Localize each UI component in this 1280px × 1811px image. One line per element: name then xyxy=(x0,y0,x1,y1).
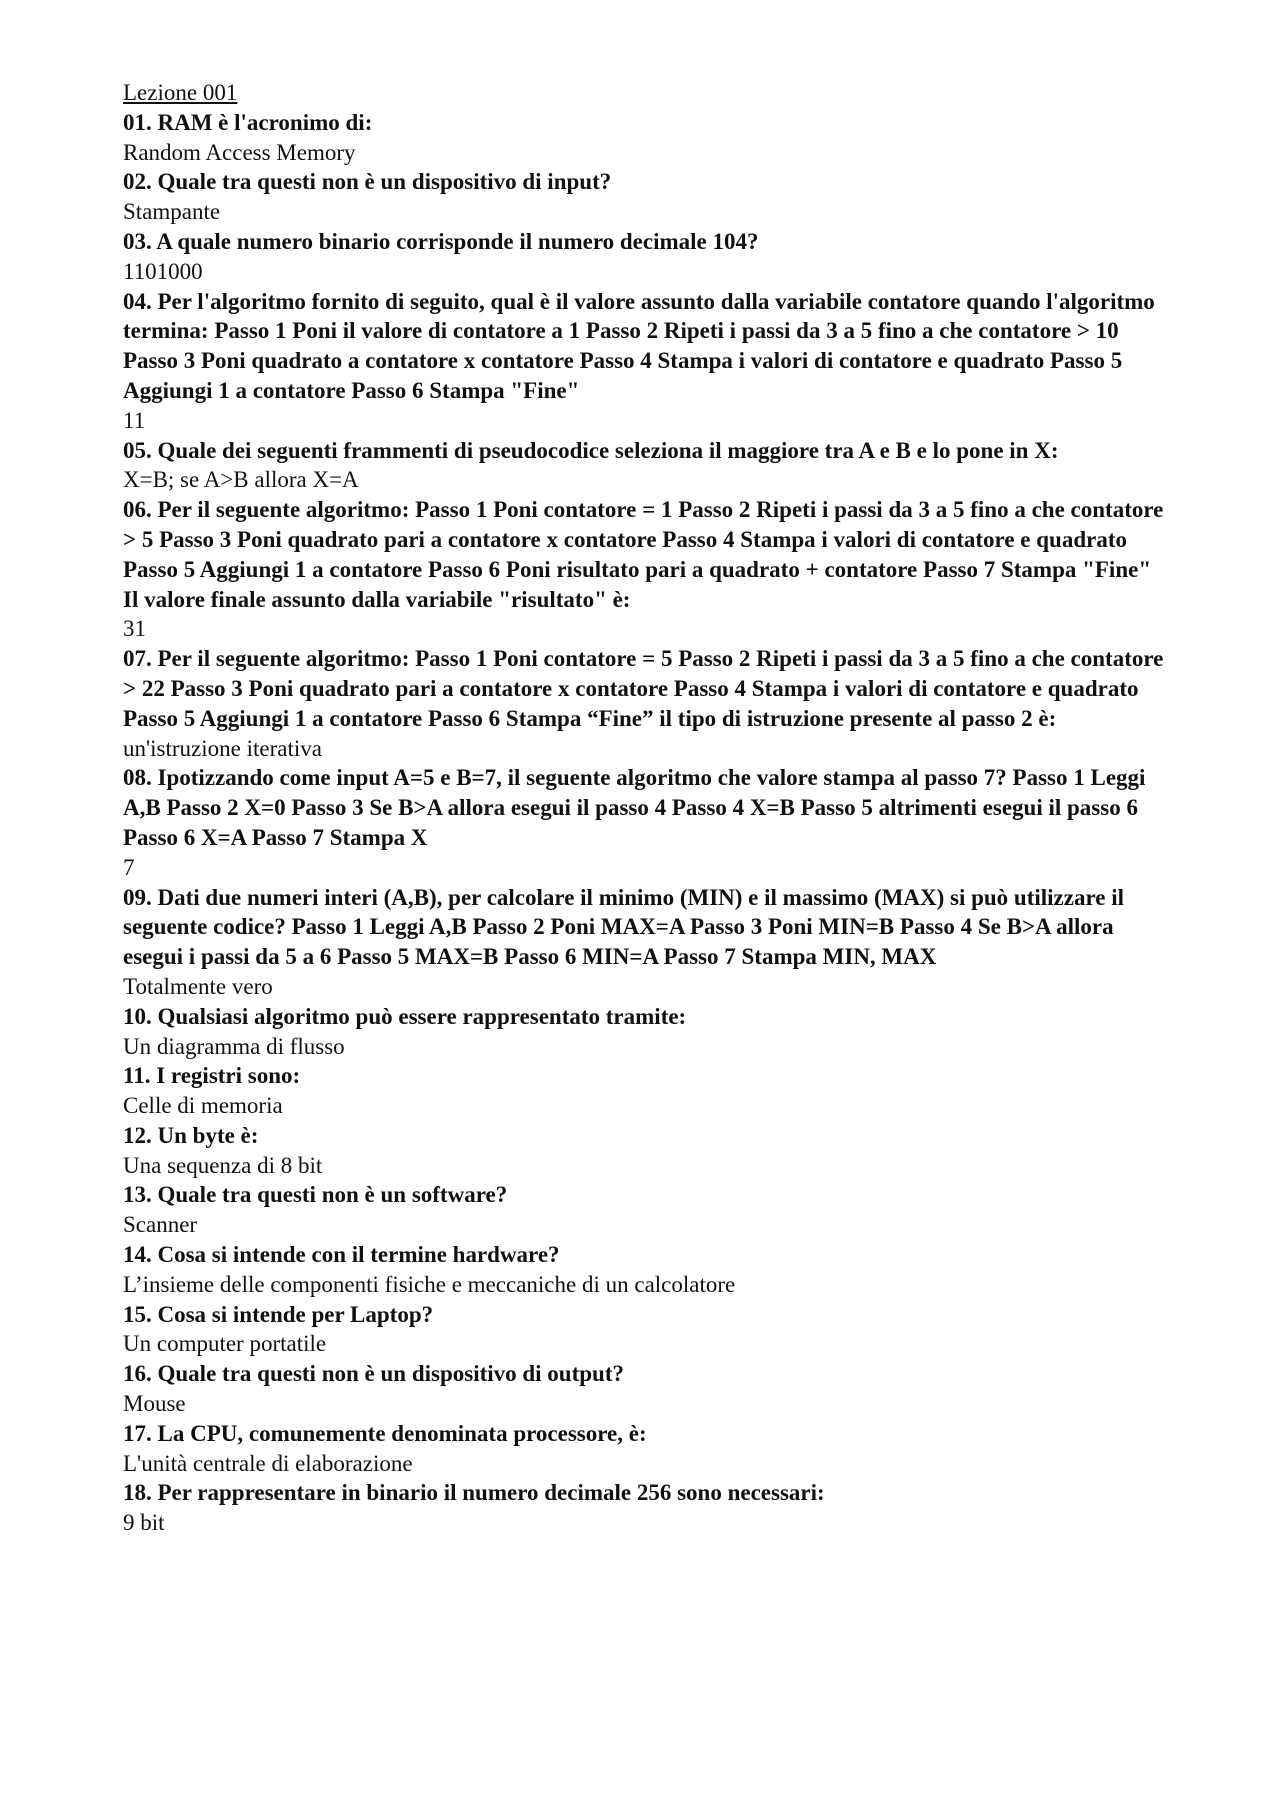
answer-text: Una sequenza di 8 bit xyxy=(123,1152,323,1178)
lesson-title: Lezione 001 xyxy=(123,80,238,105)
answer-text: Un computer portatile xyxy=(123,1331,327,1357)
qa-item xyxy=(123,436,1173,496)
qa-item xyxy=(123,883,1173,1002)
qa-item xyxy=(123,287,1173,436)
qa-item xyxy=(123,1300,1173,1360)
answer-text: Un diagramma di flusso xyxy=(123,1033,345,1059)
qa-item xyxy=(123,1240,1173,1300)
qa-item xyxy=(123,1002,1173,1062)
question-text: 07. Per il seguente algoritmo: Passo 1 Poni contatore = 5 Passo 2 Ripeti i passi da 3 a 5 fino a che contatore > 22 Passo 3 Poni quadrato pari a contatore x contatore Passo 4 Stampa i valori di contatore e quadrato xyxy=(123,646,1164,701)
question-text: 02. Quale tra questi non è un dispositivo di input? xyxy=(123,169,612,195)
question-text: 10. Qualsiasi algoritmo può essere rappresentato tramite: xyxy=(123,1003,687,1029)
qa-item xyxy=(123,167,1173,227)
question-text: 15. Cosa si intende per Laptop? xyxy=(123,1301,434,1327)
answer-text: X=B; se A>B allora X=A xyxy=(123,467,359,493)
answer-text: Scanner xyxy=(123,1212,198,1238)
qa-item xyxy=(123,1419,1173,1479)
answer-text: 11 xyxy=(123,407,146,433)
answer-text: 31 xyxy=(123,616,146,642)
qa-item xyxy=(123,763,1173,882)
answer-text: L'unità centrale di elaborazione xyxy=(123,1450,413,1476)
answer-text: 1101000 xyxy=(123,258,203,284)
qa-item xyxy=(123,495,1173,644)
question-text: 12. Un byte è: xyxy=(123,1122,259,1148)
question-subtext: Passo 5 Aggiungi 1 a contatore Passo 6 Stampa “Fine” il tipo di istruzione presente al passo 2 è: xyxy=(123,705,1057,731)
question-text: 14. Cosa si intende con il termine hardware? xyxy=(123,1242,560,1268)
answer-text: 7 xyxy=(123,854,135,880)
question-text: 09. Dati due numeri interi (A,B), per calcolare il minimo (MIN) e il massimo (MAX) si può utilizzare il seguente codice? Passo 1 Leggi A,B Passo 2 Poni MAX=A Passo 3 Poni MIN=B Passo 4 Se B>A allora esegui i passi da 5 a 6 Passo 5 MAX=B Passo 6 MIN=A Passo 7 Stampa MIN, MAX xyxy=(123,884,1125,970)
qa-item xyxy=(123,108,1173,168)
answer-text: Random Access Memory xyxy=(123,139,356,165)
question-text: 01. RAM è l'acronimo di: xyxy=(123,109,373,135)
question-text: 13. Quale tra questi non è un software? xyxy=(123,1182,508,1208)
question-text: 06. Per il seguente algoritmo: Passo 1 Poni contatore = 1 Passo 2 Ripeti i passi da 3 a 5 fino a che contatore > 5 Passo 3 Poni quadrato pari a contatore x contatore Passo 4 Stampa i valori di contatore e quadrato Passo 5 Aggiungi 1 a contatore Passo 6 Poni risultato pari a quadrato + contatore Passo 7 Stampa "Fine" xyxy=(123,497,1164,582)
question-text: 17. La CPU, comunemente denominata processore, è: xyxy=(123,1420,647,1446)
answer-text: Stampante xyxy=(123,199,221,225)
answer-text: Totalmente vero xyxy=(123,973,273,999)
answer-text: L’insieme delle componenti fisiche e meccaniche di un calcolatore xyxy=(123,1271,736,1297)
qa-item xyxy=(123,227,1173,287)
answer-text: Mouse xyxy=(123,1391,186,1417)
document-page xyxy=(123,78,1173,1538)
qa-item xyxy=(123,1121,1173,1181)
question-text: 16. Quale tra questi non è un dispositivo di output? xyxy=(123,1361,625,1387)
question-subtext: Il valore finale assunto dalla variabile "risultato" è: xyxy=(123,586,631,612)
question-text: 08. Ipotizzando come input A=5 e B=7, il seguente algoritmo che valore stampa al passo 7? Passo 1 Leggi A,B Passo 2 X=0 Passo 3 Se B>A allora esegui il passo 4 Passo 4 X=B Passo 5 altrimenti esegui il passo 6 Passo 6 X=A Passo 7 Stampa X xyxy=(123,765,1146,850)
qa-item xyxy=(123,1180,1173,1240)
question-text: 11. I registri sono: xyxy=(123,1063,301,1089)
question-text: 18. Per rappresentare in binario il numero decimale 256 sono necessari: xyxy=(123,1480,825,1506)
answer-text: un'istruzione iterativa xyxy=(123,735,322,761)
question-text: 05. Quale dei seguenti frammenti di pseudocodice seleziona il maggiore tra A e B e lo pone in X: xyxy=(123,437,1059,463)
answer-text: 9 bit xyxy=(123,1510,165,1536)
qa-item xyxy=(123,1061,1173,1121)
qa-item xyxy=(123,1478,1173,1538)
question-text: 03. A quale numero binario corrisponde il numero decimale 104? xyxy=(123,228,759,254)
qa-item xyxy=(123,1359,1173,1419)
qa-item xyxy=(123,644,1173,763)
question-text: 04. Per l'algoritmo fornito di seguito, qual è il valore assunto dalla variabile contatore quando l'algoritmo termina: Passo 1 Poni il valore di contatore a 1 Passo 2 Ripeti i passi da 3 a 5 fino a che contatore > 10 Passo 3 Poni quadrato a contatore x contatore Passo 4 Stampa i valori di contatore e quadrato Passo 5 Aggiungi 1 a contatore Passo 6 Stampa "Fine" xyxy=(123,288,1155,403)
answer-text: Celle di memoria xyxy=(123,1093,283,1119)
